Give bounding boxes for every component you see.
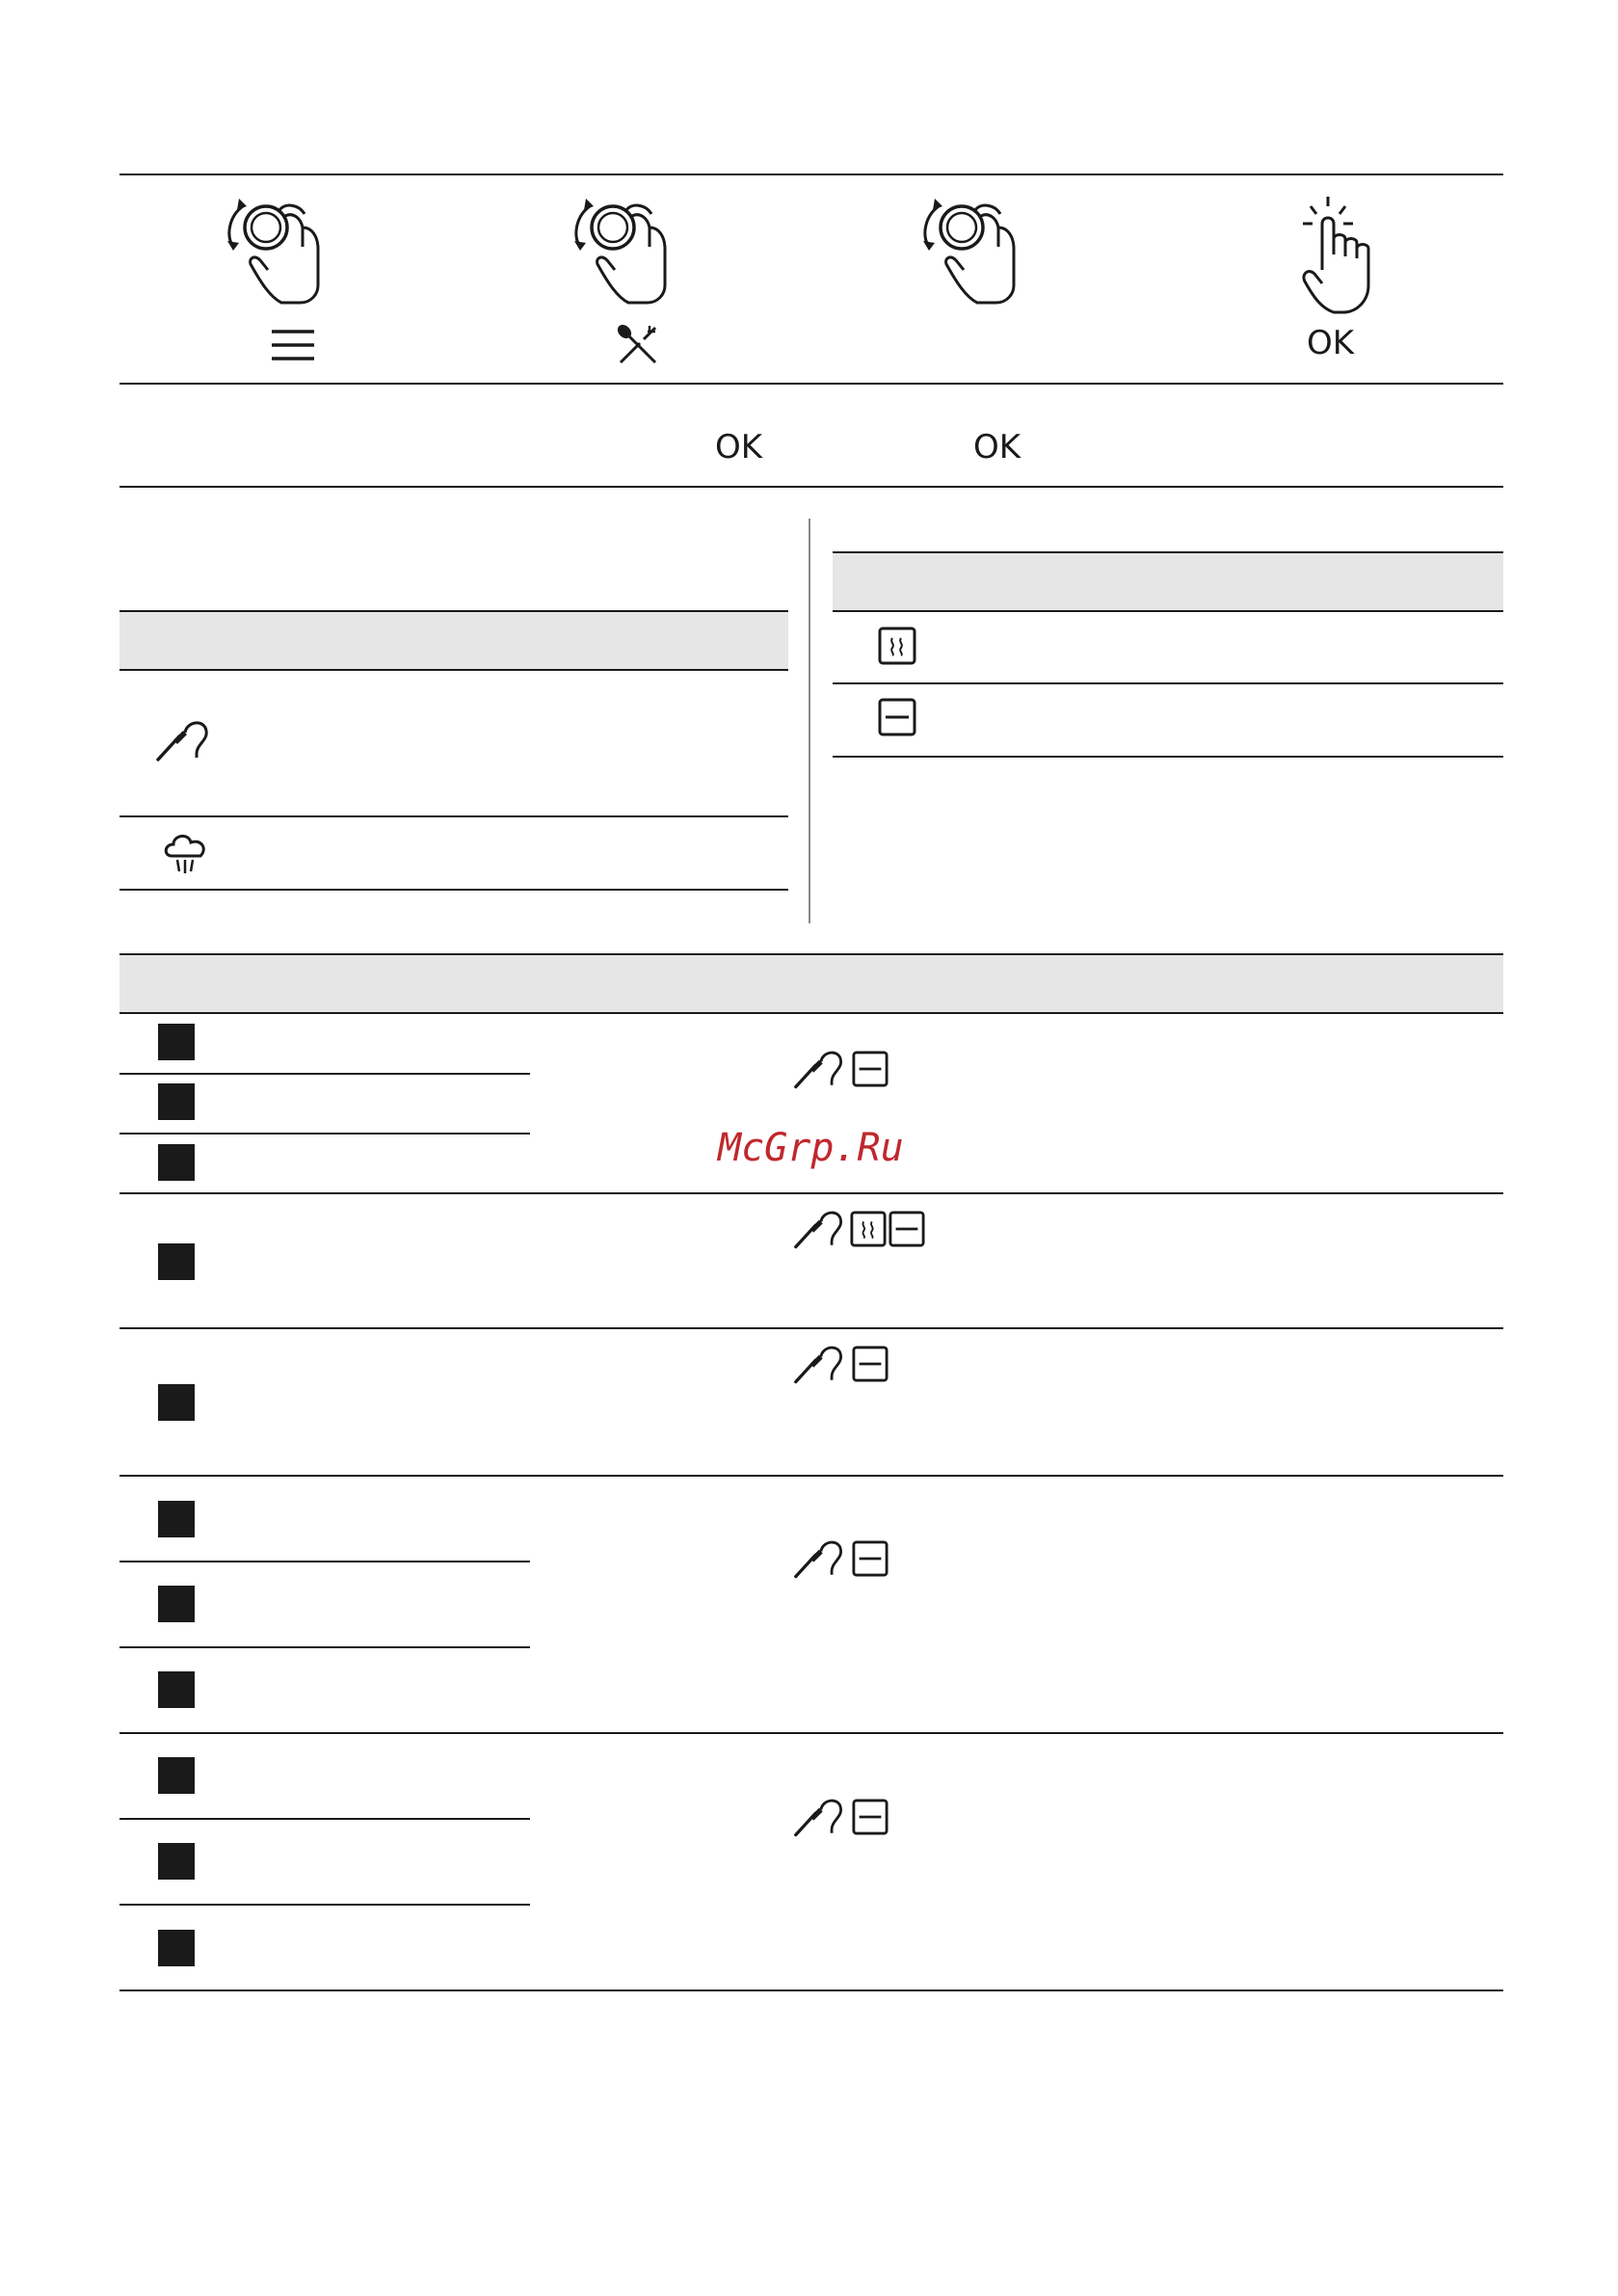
row-marker xyxy=(158,1757,195,1794)
bottom-heat-icon xyxy=(852,1799,889,1835)
row-marker xyxy=(158,1384,195,1421)
heat-top-bottom-icon xyxy=(878,627,916,665)
cutlery-icon xyxy=(617,324,659,366)
meat-probe-icon xyxy=(792,1045,846,1091)
ok-label-1: OK xyxy=(715,428,763,467)
left-table-header xyxy=(119,611,788,669)
meat-probe-icon xyxy=(792,1205,846,1251)
row-marker xyxy=(158,1501,195,1537)
row-marker xyxy=(158,1144,195,1181)
row-marker xyxy=(158,1024,195,1060)
meat-probe-icon xyxy=(154,715,212,763)
row-marker xyxy=(158,1586,195,1622)
heat-top-bottom-icon xyxy=(850,1211,887,1247)
menu-icon xyxy=(270,328,316,362)
knob-rotate-icon xyxy=(569,189,684,314)
steam-cloud-icon xyxy=(162,829,210,877)
knob-rotate-icon xyxy=(917,189,1033,314)
meat-probe-icon xyxy=(792,1793,846,1839)
main-table-header xyxy=(119,954,1503,1012)
bottom-heat-icon xyxy=(878,698,916,736)
watermark: McGrp.Ru xyxy=(718,1126,904,1170)
row-marker xyxy=(158,1083,195,1120)
row-marker xyxy=(158,1843,195,1880)
right-table-header xyxy=(833,552,1503,610)
row-marker xyxy=(158,1243,195,1280)
meat-probe-icon xyxy=(792,1535,846,1581)
row-marker xyxy=(158,1930,195,1966)
bottom-heat-icon xyxy=(852,1540,889,1577)
bottom-heat-icon xyxy=(852,1346,889,1382)
knob-rotate-icon xyxy=(222,189,337,314)
bottom-heat-icon xyxy=(852,1051,889,1087)
ok-label-2: OK xyxy=(973,428,1021,467)
hand-press-icon xyxy=(1287,193,1393,318)
bottom-heat-icon xyxy=(889,1211,925,1247)
meat-probe-icon xyxy=(792,1340,846,1386)
row-marker xyxy=(158,1671,195,1708)
ok-label: OK xyxy=(1307,324,1355,362)
column-divider xyxy=(809,519,810,923)
